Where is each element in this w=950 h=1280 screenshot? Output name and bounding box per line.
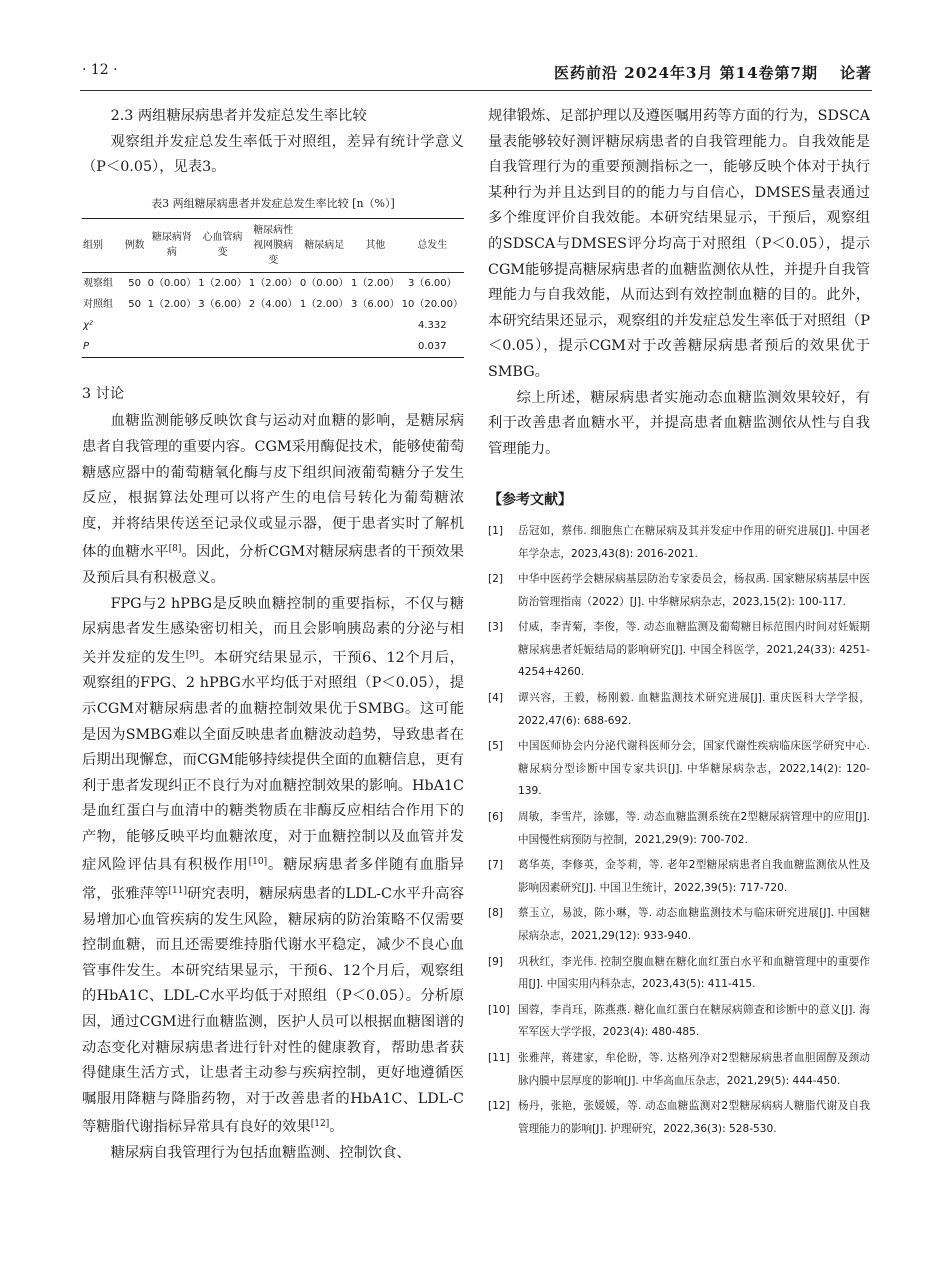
cell	[123, 336, 147, 358]
ref-number: [3]	[488, 621, 504, 634]
table-row	[82, 336, 464, 358]
table-header-row	[82, 218, 464, 272]
cell	[248, 336, 299, 358]
section-2-3-text: 观察组并发症总发生率低于对照组，差异有统计学意义（P＜0.05），见表3。	[82, 133, 464, 176]
header-rule	[80, 90, 872, 91]
cell: 10（20.00）	[401, 298, 463, 310]
text: FPG与2 hPBG是反映血糖控制的重要指标，不仅与糖尿病患者发生感染密切相关，而且会影响胰岛素的分泌与相关并发症的发生	[82, 595, 464, 666]
conclusion-paragraph: 综上所述，糖尿病患者实施动态血糖监测效果较好，有利于改善患者血糖水平，并提高患者血糖监测依从性与自我管理能力。	[488, 389, 870, 457]
ref-text: 谭兴容，王毅，杨刚毅. 血糖监测技术研究进展[J]. 重庆医科大学学报，2022,47(6): 688-692.	[518, 692, 870, 727]
citation: [10]	[248, 857, 268, 868]
ref-text: 付威，李青菊，李俊，等. 动态血糖监测及葡萄糖目标范围内时间对妊娠期糖尿病患者妊娠结局的影响研究[J]. 中国全科医学，2021,24(33): 4251-4254+4260.	[518, 621, 870, 679]
section-2-3-title: 2.3 两组糖尿病患者并发症总发生率比较	[110, 108, 367, 124]
references-title: 【参考文献】	[488, 492, 572, 509]
reference-item	[488, 951, 870, 996]
cell: P	[83, 340, 90, 352]
cell: 1（2.00）	[147, 298, 197, 310]
reference-item	[488, 854, 870, 899]
cell: 3（6.00）	[408, 277, 457, 289]
running-header	[82, 62, 872, 88]
text: 。本研究结果显示，干预6、12个月后，观察组的FPG、2 hPBG水平均低于对照组（P＜0.05），提示CGM对糖尿病患者的血糖控制效果优于SMBG。这可能是因为SMBG难以全面反映患者血糖波动趋势，导致患者在后期出现懈怠，而CGM能够持续提供全面的血糖信息，更有利于患者发现纠正不良行为对血糖控制效果的影响。HbA1C是血红蛋白与血清中的糖类物质在非酶反应相结合作用下的产物，能够反映平均血糖浓度，对于血糖控制以及血管并发症风险评估具有积极作用	[82, 649, 465, 874]
cell	[299, 336, 350, 358]
citation: [9]	[185, 649, 199, 660]
journal-title	[554, 62, 872, 83]
ref-number: [12]	[488, 1100, 510, 1113]
reference-item	[488, 568, 870, 613]
cell	[299, 315, 350, 336]
reference-item	[488, 902, 870, 947]
reference-item	[488, 687, 870, 732]
cell: 1（2.00）	[248, 277, 298, 289]
cell: 1（2.00）	[299, 298, 349, 310]
reference-item	[488, 735, 870, 803]
ref-text: 蔡玉立，易波，陈小琳，等. 动态血糖监测技术与临床研究进展[J]. 中国糖尿病杂志，2021,29(12): 933-940.	[518, 907, 870, 942]
ref-number: [1]	[488, 524, 504, 537]
cell: χ²	[83, 319, 93, 331]
ref-number: [8]	[488, 907, 504, 920]
reference-list	[488, 520, 870, 1140]
reference-item	[488, 1095, 870, 1140]
cell	[350, 315, 401, 336]
th-nephropathy: 糖尿病肾病	[151, 232, 192, 259]
ref-text: 葛华英，李修英，金苓莉，等. 老年2型糖尿病患者自我血糖监测依从性及影响因素研究[J]. 中国卫生统计，2022,39(5): 717-720.	[518, 859, 870, 894]
th-diabetic-foot: 糖尿病足	[304, 239, 345, 251]
discussion-paragraph-3-continued: 规律锻炼、足部护理以及遵医嘱用药等方面的行为，SDSCA量表能够较好测评糖尿病患者的自我管理能力。自我效能是自我管理行为的重要预测指标之一，能够反映个体对于执行某种行为并且达到目的的能力与自信心，DMSES量表通过多个维度评价自我效能。本研究结果显示，干预后，观察组的SDSCA与DMSES评分均高于对照组（P＜0.05），提示CGM能够提高糖尿病患者的血糖监测依从性，并提升自我管理能力与自我效能，从而达到有效控制血糖的目的。此外，本研究结果还显示，观察组的并发症总发生率低于对照组（P＜0.05），提示CGM对于改善糖尿病患者预后的效果优于SMBG。	[488, 108, 870, 380]
th-group: 组别	[83, 239, 103, 251]
cell	[197, 315, 248, 336]
section-3-title: 3 讨论	[82, 385, 125, 402]
ref-number: [5]	[488, 740, 504, 753]
ref-text: 中国医师协会内分泌代谢科医师分会，国家代谢性疾病临床医学研究中心. 糖尿病分型诊断中国专家共识[J]. 中华糖尿病杂志，2022,14(2): 120-139.	[518, 740, 870, 798]
cell: 50	[128, 277, 141, 289]
cell: 50	[128, 298, 141, 310]
citation: [8]	[168, 544, 182, 555]
citation: [12]	[310, 1119, 330, 1130]
reference-item	[488, 999, 870, 1044]
left-column	[82, 104, 464, 1167]
ref-number: [2]	[488, 573, 504, 586]
th-cardiovascular: 心血管病变	[202, 232, 243, 259]
table-row	[82, 315, 464, 336]
th-retinopathy: 糖尿病性视网膜病变	[253, 224, 294, 266]
cell: 0（0.00）	[299, 277, 349, 289]
cell: 3（6.00）	[198, 298, 247, 310]
ref-text: 岳冠如，蔡伟. 细胞焦亡在糖尿病及其并发症中作用的研究进展[J]. 中国老年学杂志，2023,43(8): 2016-2021.	[518, 524, 870, 560]
cell: 4.332	[418, 319, 447, 331]
discussion-paragraph-3-start: 糖尿病自我管理行为包括血糖监测、控制饮食、	[110, 1145, 411, 1161]
ref-text: 杨丹，张艳，张媛媛，等. 动态血糖监测对2型糖尿病病人糖脂代谢及自我管理能力的影响[J]. 护理研究，2022,36(3): 528-530.	[518, 1100, 870, 1135]
table-row	[82, 272, 464, 294]
cell: 对照组	[83, 298, 113, 310]
cell	[248, 315, 299, 336]
table-row	[82, 294, 464, 315]
cell	[350, 336, 401, 358]
cell	[123, 315, 147, 336]
cell	[147, 315, 198, 336]
reference-item	[488, 520, 870, 565]
discussion-paragraph-2	[82, 592, 464, 1141]
discussion-paragraph-1	[82, 409, 464, 591]
cell	[197, 336, 248, 358]
ref-text: 国蓉，李肖珏，陈燕燕. 糖化血红蛋白在糖尿病筛查和诊断中的意义[J]. 海军军医大学学报，2023(4): 480-485.	[518, 1003, 870, 1039]
cell: 0.037	[418, 340, 447, 352]
cell	[147, 336, 198, 358]
ref-text: 张雅萍，蒋建家，牟伦盼，等. 达格列净对2型糖尿病患者血胆固醇及颈动脉内膜中层厚度的影响[J]. 中华高血压杂志，2021,29(5): 444-450.	[518, 1051, 870, 1087]
cell: 1（2.00）	[198, 277, 247, 289]
text: 研究表明，糖尿病患者的LDL-C水平升高容易增加心血管疾病的发生风险，糖尿病的防治策略不仅需要控制血糖，而且还需要维持脂代谢水平稳定，减少不良心血管事件发生。本研究结果显示，干预6、12个月后，观察组的HbA1C、LDL-C水平均低于对照组（P＜0.05）。分析原因，通过CGM进行血糖监测，医护人员可以根据血糖图谱的动态变化对糖尿病患者进行针对性的健康教育，帮助患者获得健康生活方式，让患者主动参与疾病控制，更好地遵循医嘱服用降糖与降脂药物，对于改善患者的HbA1C、LDL-C等糖脂代谢指标异常具有良好的效果	[82, 886, 464, 1136]
cell: 1（2.00）	[350, 277, 400, 289]
journal-issue: 医药前沿 2024年3月 第14卷第7期	[554, 64, 818, 82]
th-other: 其他	[365, 239, 386, 251]
citation: [11]	[168, 886, 187, 897]
reference-item	[488, 1047, 870, 1092]
th-total: 总发生	[417, 239, 448, 251]
article-category: 论著	[839, 64, 872, 82]
ref-number: [7]	[488, 859, 504, 872]
ref-text: 中华中医药学会糖尿病基层防治专家委员会，杨叔禹. 国家糖尿病基层中医防治管理指南（2022）[J]. 中华糖尿病杂志，2023,15(2): 100-117.	[518, 573, 870, 608]
text: 。	[329, 1119, 344, 1136]
text: 。因此，分析CGM对糖尿病患者的干预效果及预后具有积极意义。	[82, 544, 465, 586]
ref-number: [10]	[488, 1003, 510, 1016]
cell: 0（0.00）	[147, 277, 197, 289]
text: 。糖尿病患者多伴随有血脂异常，张雅萍等	[82, 857, 465, 903]
page-number: · 12 ·	[82, 62, 118, 78]
th-count: 例数	[124, 239, 145, 251]
right-column	[488, 104, 870, 1143]
cell: 观察组	[83, 277, 113, 289]
text: 血糖监测能够反映饮食与运动对血糖的影响，是糖尿病患者自我管理的重要内容。CGM采用酶促技术，能够使葡萄糖感应器中的葡萄糖氧化酶与皮下组织间液葡萄糖分子发生反应，根据算法处理可以将产生的电信号转化为葡萄糖浓度，并将结果传送至记录仪或显示器，便于患者实时了解机体的血糖水平	[82, 413, 464, 561]
ref-number: [4]	[488, 692, 504, 705]
ref-text: 巩秋红，李光伟. 控制空腹血糖在糖化血红蛋白水平和血糖管理中的重要作用[J]. 中国实用内科杂志，2023,43(5): 411-415.	[518, 955, 870, 991]
ref-text: 周敏，李雪芹，涂娜，等. 动态血糖监测系统在2型糖尿病管理中的应用[J]. 中国慢性病预防与控制，2021,29(9): 700-702.	[518, 811, 870, 846]
reference-item	[488, 616, 870, 684]
ref-number: [11]	[488, 1051, 510, 1064]
ref-number: [6]	[488, 811, 504, 824]
cell: 3（6.00）	[350, 298, 400, 310]
cell: 2（4.00）	[248, 298, 298, 310]
reference-item	[488, 806, 870, 851]
table-3-caption: 表3 两组糖尿病患者并发症总发生率比较 [n（%）]	[151, 196, 395, 210]
ref-number: [9]	[488, 955, 504, 968]
table-3	[82, 218, 464, 358]
